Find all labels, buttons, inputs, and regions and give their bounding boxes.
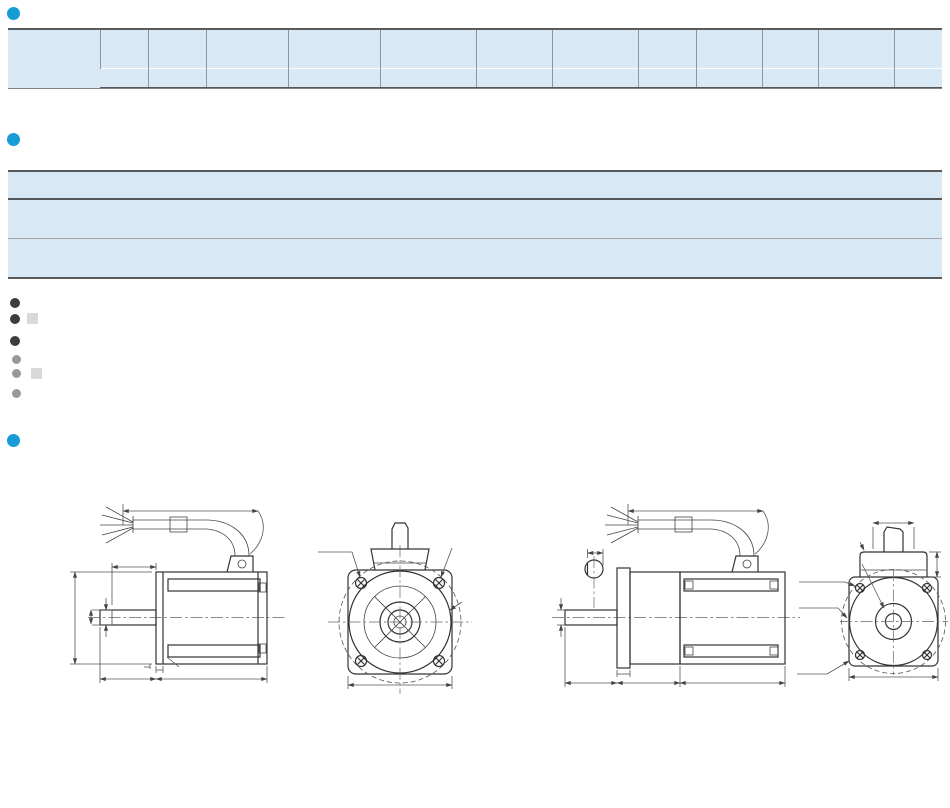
motor-side-view [70, 504, 285, 683]
col-header-internal-drive [818, 29, 894, 69]
motor-section-title [0, 0, 950, 20]
gearbox-table [8, 170, 942, 279]
col-header-no-load-current [380, 29, 476, 69]
row-header-allowance-torque [8, 238, 942, 278]
torque-unit-note [8, 150, 942, 168]
unit-cell [552, 69, 638, 89]
gearmotor-side-view [552, 504, 800, 687]
bullet-icon [12, 369, 21, 378]
section-bullet-icon [7, 133, 20, 146]
note-en-2 [10, 364, 950, 384]
note-zh-1 [10, 292, 950, 308]
motor-units-row [8, 69, 942, 89]
bullet-icon [12, 389, 21, 398]
section-bullet-icon [7, 7, 20, 20]
row-header-gear-ratio [8, 171, 942, 199]
col-header-hall [638, 29, 696, 69]
bullet-icon [12, 355, 21, 364]
unit-cell [696, 69, 762, 89]
motor-header-row [8, 29, 942, 69]
unit-cell [818, 69, 894, 89]
note-text [23, 308, 42, 330]
bullet-icon [10, 298, 20, 308]
gearbox-section-title [0, 133, 950, 146]
notes-block [10, 292, 950, 398]
drawing-section-title [0, 434, 950, 447]
motor-data-table [8, 28, 942, 89]
col-header-weight [894, 29, 942, 69]
dimensional-drawing-svg [0, 457, 950, 710]
unit-cell [148, 69, 206, 89]
col-header-rated-torque [206, 29, 288, 69]
note-text [27, 364, 46, 384]
col-header-type [8, 29, 100, 88]
col-header-rated-current [552, 29, 638, 69]
gray-box-swatch [31, 368, 42, 379]
col-header-life [696, 29, 762, 69]
unit-cell [380, 69, 476, 89]
unit-cell [762, 69, 818, 89]
bullet-icon [10, 314, 20, 324]
output-speed-row [8, 199, 942, 239]
section-bullet-icon [7, 434, 20, 447]
note-en-3 [10, 384, 950, 398]
motor-front-view [318, 523, 472, 694]
row-header-output-speed [8, 199, 942, 239]
unit-cell [206, 69, 288, 89]
gearmotor-front-view [797, 523, 948, 681]
note-en-1 [10, 350, 950, 364]
col-header-voltage [100, 29, 148, 69]
col-header-length [762, 29, 818, 69]
bullet-icon [10, 336, 20, 346]
unit-cell [638, 69, 696, 89]
allowance-torque-row [8, 238, 942, 278]
col-header-no-load-speed [288, 29, 380, 69]
note-zh-3 [10, 330, 950, 346]
unit-cell [100, 69, 148, 89]
unit-cell [894, 69, 942, 89]
col-header-rated-speed [476, 29, 552, 69]
col-header-power [148, 29, 206, 69]
unit-cell [476, 69, 552, 89]
dimensional-drawing [0, 457, 950, 710]
note-zh-2 [10, 308, 950, 330]
gear-ratio-row [8, 171, 942, 199]
gray-box-swatch [27, 313, 38, 324]
unit-cell [288, 69, 380, 89]
